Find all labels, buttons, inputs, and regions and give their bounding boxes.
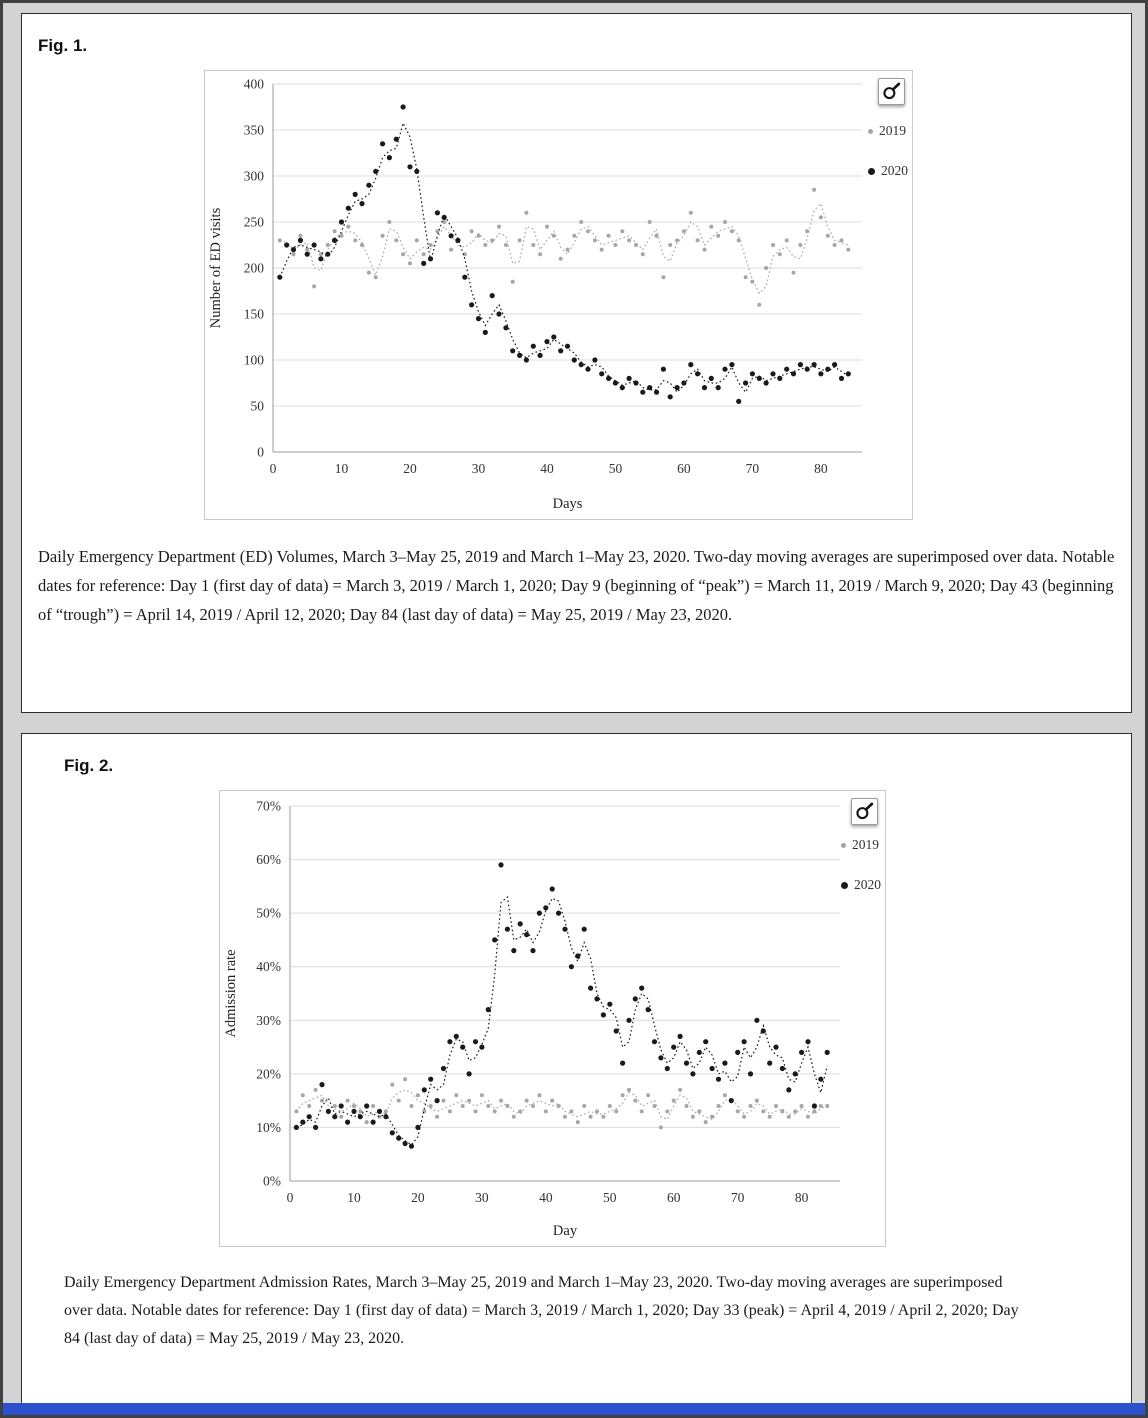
figure1-label: Fig. 1. [38, 36, 88, 55]
svg-text:350: 350 [243, 122, 264, 138]
figure2-legend [841, 837, 881, 893]
svg-text:50%: 50% [256, 905, 281, 921]
svg-text:Days: Days [552, 496, 583, 512]
legend-dot-2020 [868, 168, 875, 175]
svg-text:70: 70 [730, 1190, 745, 1205]
legend-dot-2020 [841, 882, 848, 889]
figure2-caption: Daily Emergency Department Admission Rates, March 3–May 25, 2019 and March 1–May 23, 2020. Two-day moving averages are superimposed over data. Notable dates for reference: Day 1 (first day of data) = March 3, 2019 / March 1, 2020; Day 33 (peak) = April 4, 2019 / April 2, 2020; Day 84 (last day of data) = May 25, 2019 / May 23, 2020. [64, 1274, 1019, 1347]
svg-text:40: 40 [540, 461, 554, 476]
legend-dot-2019 [868, 129, 873, 134]
svg-text:20%: 20% [256, 1066, 281, 1082]
figure1-plot [205, 71, 912, 519]
svg-text:Day: Day [552, 1223, 578, 1239]
figure1-legend [868, 123, 908, 179]
svg-text:60: 60 [677, 461, 691, 476]
svg-text:0%: 0% [263, 1173, 281, 1189]
svg-text:80: 80 [814, 461, 828, 476]
legend-item-2020 [868, 163, 908, 179]
legend-dot-2019 [841, 843, 846, 848]
svg-text:250: 250 [243, 214, 264, 230]
legend-label-2019: 2019 [879, 123, 906, 138]
svg-text:150: 150 [243, 306, 264, 322]
figure2-plot [220, 791, 885, 1246]
svg-text:10: 10 [334, 461, 349, 476]
legend-item-2020 [841, 877, 881, 893]
figure2-chart [219, 790, 886, 1247]
svg-text:80: 80 [794, 1190, 809, 1205]
magnifier-icon[interactable] [878, 78, 905, 105]
svg-text:70%: 70% [256, 798, 281, 814]
svg-text:40%: 40% [256, 959, 281, 975]
svg-text:0: 0 [257, 444, 264, 460]
svg-text:10: 10 [347, 1190, 361, 1205]
svg-text:30: 30 [471, 461, 486, 476]
legend-label-2020: 2020 [881, 163, 908, 178]
figure2-label: Fig. 2. [64, 756, 114, 775]
svg-text:60: 60 [666, 1190, 681, 1205]
svg-text:10%: 10% [256, 1119, 281, 1135]
svg-text:Admission rate: Admission rate [223, 949, 239, 1038]
svg-text:60%: 60% [256, 852, 281, 868]
svg-text:50: 50 [603, 1190, 617, 1205]
svg-text:40: 40 [539, 1190, 553, 1205]
svg-text:100: 100 [243, 352, 264, 368]
legend-item-2019 [868, 123, 908, 139]
svg-text:0: 0 [286, 1190, 294, 1205]
svg-text:Number of ED visits: Number of ED visits [208, 207, 224, 329]
bottom-blue-bar [3, 1403, 1145, 1415]
figure1-caption: Daily Emergency Department (ED) Volumes, March 3–May 25, 2019 and March 1–May 23, 2020. Two-day moving averages are superimposed over data. Notable dates for reference: Day 1 (first day of data) = March 3, 2019 / March 1, 2020; Day 9 (beginning of “peak”) = March 11, 2019 / March 9, 2020; Day 43 (beginning of “trough”) = April 14, 2019 / April 12, 2020; Day 84 (last day of data) = May 25, 2019 / May 23, 2020. [38, 547, 1115, 624]
legend-label-2020: 2020 [854, 877, 881, 892]
legend-item-2019 [841, 837, 881, 853]
figure1-panel [21, 13, 1132, 713]
svg-text:30: 30 [475, 1190, 489, 1205]
svg-text:20: 20 [411, 1190, 425, 1205]
svg-text:50: 50 [250, 398, 264, 414]
figure2-panel [21, 733, 1132, 1405]
magnifier-icon[interactable] [851, 798, 878, 825]
svg-text:70: 70 [745, 461, 760, 476]
svg-text:50: 50 [608, 461, 623, 476]
legend-label-2019: 2019 [852, 837, 879, 852]
svg-text:400: 400 [243, 76, 264, 92]
svg-text:30%: 30% [256, 1012, 281, 1028]
svg-text:300: 300 [243, 168, 264, 184]
figure1-chart [204, 70, 913, 520]
svg-text:0: 0 [269, 461, 277, 476]
svg-text:20: 20 [403, 461, 417, 476]
svg-text:200: 200 [243, 260, 264, 276]
